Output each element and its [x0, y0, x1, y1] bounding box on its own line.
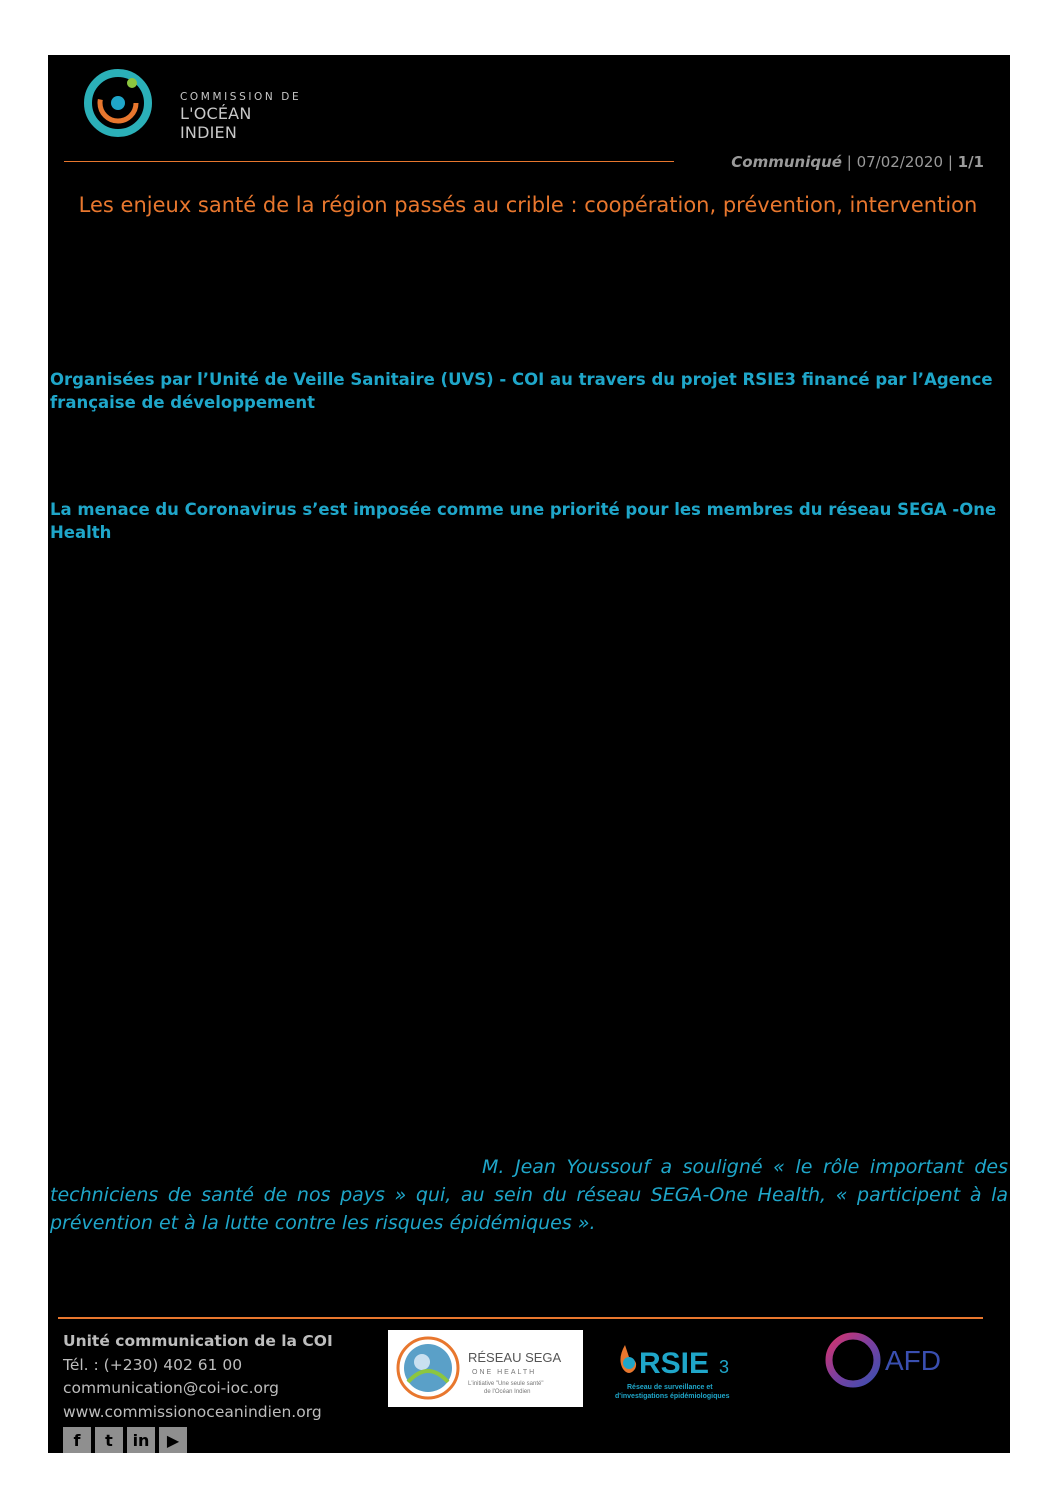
coi-logo: [68, 65, 308, 143]
facebook-icon[interactable]: f: [63, 1427, 91, 1453]
page-title: Les enjeux santé de la région passés au crible : coopération, prévention, intervention: [78, 193, 978, 217]
sega-name: RÉSEAU SEGA: [468, 1350, 562, 1365]
coi-logo-icon: [68, 65, 178, 143]
contact-block: [63, 1330, 333, 1424]
document-page: [48, 55, 1010, 1453]
rsie-name: RSIE: [639, 1347, 710, 1380]
footer-rule: [58, 1317, 983, 1319]
rsie3-logo: [613, 1335, 788, 1405]
afd-logo-graphic: [823, 1330, 973, 1390]
document-type: Communiqué: [731, 153, 842, 171]
sega-logo-graphic: [388, 1330, 583, 1407]
linkedin-icon[interactable]: in: [127, 1427, 155, 1453]
sega-logo: [388, 1330, 583, 1407]
rsie3-logo-graphic: [613, 1335, 788, 1405]
twitter-icon[interactable]: t: [95, 1427, 123, 1453]
meta-separator: |: [947, 153, 958, 171]
quote-text: M. Jean Youssouf a souligné « le rôle important des techniciens de santé de nos pays » qui, au sein du réseau SEGA-One Health, « participent à la prévention et à la lutte contre les risques épidémiques ».: [50, 1156, 1008, 1234]
subtitle-2: La menace du Coronavirus s’est imposée comme une priorité pour les membres du réseau SEGA -One Health: [50, 500, 997, 542]
sega-sub: ONE HEALTH: [472, 1369, 537, 1376]
contact-website[interactable]: www.commissionoceanindien.org: [63, 1402, 322, 1421]
rsie-number: 3: [719, 1357, 730, 1377]
sega-tagline-2: de l'Océan Indien: [484, 1389, 531, 1395]
quote-paragraph: [50, 1153, 1008, 1237]
subtitle-1: Organisées par l’Unité de Veille Sanitaire (UVS) - COI au travers du projet RSIE3 financé par l’Agence française de développement: [50, 370, 993, 412]
meta-separator: |: [846, 153, 857, 171]
sega-tagline-1: L'initiative "Une seule santé": [468, 1381, 544, 1387]
youtube-icon[interactable]: ▶: [159, 1427, 187, 1453]
document-date: 07/02/2020: [856, 153, 944, 171]
logo-text-line1: COMMISSION DE: [180, 91, 302, 103]
contact-email[interactable]: communication@coi-ioc.org: [63, 1379, 279, 1397]
document-meta: [731, 153, 984, 171]
contact-unit: Unité communication de la COI: [63, 1332, 333, 1350]
page-number: 1/1: [957, 153, 984, 171]
afd-logo: [823, 1330, 973, 1390]
afd-name: AFD: [885, 1345, 941, 1376]
contact-phone: Tél. : (+230) 402 61 00: [63, 1355, 243, 1374]
header-rule: [64, 161, 674, 162]
logo-text-line2: L'OCÉAN INDIEN: [180, 104, 252, 142]
social-links: [63, 1427, 187, 1453]
rsie-tagline-2: d'investigations épidémiologiques: [615, 1393, 730, 1400]
rsie-tagline-1: Réseau de surveillance et: [627, 1384, 713, 1391]
